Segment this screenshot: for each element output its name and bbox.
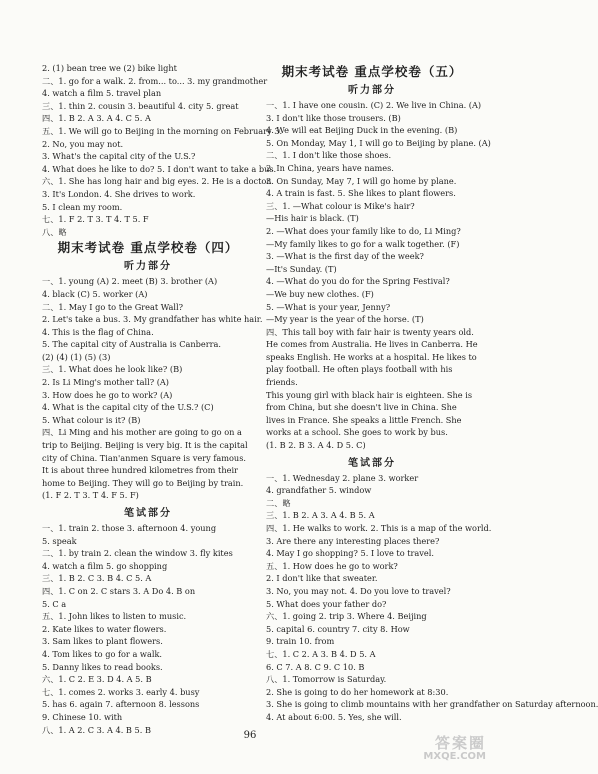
listening-answers-five bbox=[266, 99, 491, 326]
passage-five-b: This young girl with black hair is eighteen. She is from China, but she doesn't live in China. She lives in France. She speaks a little French. She works at a school. She goes to work by bus. bbox=[266, 389, 473, 438]
written-answers-four bbox=[42, 522, 254, 736]
answer-line: 五、1. We will go to Beijing in the morning on February 3. bbox=[42, 125, 283, 136]
answer-line: 3. Sam likes to plant flowers. bbox=[42, 636, 163, 647]
answer-line: 三、1. B 2. C 3. B 4. C 5. A bbox=[42, 573, 152, 584]
answer-line: —My family likes to go for a walk together. (F) bbox=[266, 238, 460, 249]
watermark-url: MXQE.COM bbox=[423, 751, 486, 762]
answer-line: 3. What's the capital city of the U.S.? bbox=[42, 151, 196, 162]
exam-title-five: 期末考试卷 重点学校卷（五） bbox=[281, 64, 463, 79]
answer-line: 4. watch a film 5. travel plan bbox=[42, 88, 162, 99]
answer-line: 4. watch a film 5. go shopping bbox=[42, 560, 168, 571]
answer-line: 八、1. Tomorrow is Saturday. bbox=[266, 674, 387, 685]
answer-line: 4. We will eat Beijing Duck in the evening. (B) bbox=[266, 125, 458, 136]
listening-title-four: 听力部分 bbox=[124, 261, 172, 273]
answer-line: 二、1. go for a walk. 2. from... to... 3. my grandmother bbox=[42, 75, 268, 86]
page-number: 96 bbox=[243, 730, 257, 741]
answer-line: —My year is the year of the horse. (T) bbox=[266, 314, 424, 325]
written-title-five: 笔试部分 bbox=[348, 457, 396, 469]
answer-line: 3. She is going to climb mountains with her grandfather on Saturday afternoon. bbox=[266, 699, 598, 710]
answer-line: 六、1. C 2. E 3. D 4. A 5. B bbox=[42, 674, 152, 685]
answer-line: 4. At about 6:00. 5. Yes, she will. bbox=[266, 711, 402, 722]
passage-four-answers: (1. F 2. T 3. T 4. F 5. F) bbox=[42, 490, 139, 501]
answer-line: 七、1. F 2. T 3. T 4. T 5. F bbox=[42, 214, 149, 225]
answer-line: 四、1. He walks to work. 2. This is a map of the world. bbox=[266, 523, 492, 533]
answer-line: 3. No, you may not. 4. Do you love to travel? bbox=[266, 585, 451, 596]
answer-line: 2. —What does your family like to do, Li Ming? bbox=[266, 225, 461, 236]
answer-line: 2. Is Li Ming's mother tall? (A) bbox=[42, 377, 170, 388]
exam-title-four: 期末考试卷 重点学校卷（四） bbox=[57, 240, 239, 256]
answer-line: 2. I don't like that sweater. bbox=[266, 573, 378, 584]
answer-line: 5. capital 6. country 7. city 8. How bbox=[266, 623, 410, 634]
answer-line: 二、1. May I go to the Great Wall? bbox=[42, 301, 184, 312]
answer-line: 4. Tom likes to go for a walk. bbox=[42, 648, 163, 659]
answer-line: 5. The capital city of Australia is Canberra. bbox=[42, 339, 222, 350]
answer-line: 4. What does he like to do? 5. I don't want to take a bus. bbox=[42, 163, 277, 174]
written-title-four: 笔试部分 bbox=[124, 508, 172, 519]
answer-line: 2. Kate likes to water flowers. bbox=[42, 623, 167, 634]
answer-line: 3. It's London. 4. She drives to work. bbox=[42, 188, 196, 199]
right-column bbox=[266, 62, 598, 724]
passage-five-a: 四、This tall boy with fair hair is twenty years old. He comes from Australia. He lives in Canberra. He speaks English. He works at a hospital. He likes to play football. He often plays football with his friends. bbox=[266, 326, 478, 388]
answer-line: (2) (4) (1) (5) (3) bbox=[42, 351, 111, 362]
answer-line: —His hair is black. (T) bbox=[266, 213, 359, 224]
answer-line: —We buy new clothes. (F) bbox=[266, 288, 374, 299]
answer-line: 5. On Monday, May 1, I will go to Beijing by plane. (A) bbox=[266, 137, 491, 148]
answer-line: 4. What is the capital city of the U.S.? (C) bbox=[42, 402, 214, 413]
answer-line: 3. Are there any interesting places there? bbox=[266, 535, 440, 546]
answer-line: 三、1. B 2. A 3. A 4. B 5. A bbox=[266, 510, 375, 521]
answer-line: 6. C 7. A 8. C 9. C 10. B bbox=[266, 661, 365, 672]
answer-line: 3. I don't like those trousers. (B) bbox=[266, 112, 401, 123]
answer-line: 2. Let's take a bus. 3. My grandfather has white hair. bbox=[42, 314, 263, 325]
passage-four: 四、Li Ming and his mother are going to go on a trip to Beijing. Beijing is very big. It is the capital city of China. Tian'anmen Square is very famous. It is about three hundred kilometres from their home to Beijing. They will go to Beijing by train. bbox=[42, 427, 248, 488]
answer-line: 四、1. C on 2. C stars 3. A Do 4. B on bbox=[42, 585, 196, 596]
answer-line: 四、1. B 2. A 3. A 4. C 5. A bbox=[42, 113, 151, 124]
answer-line: 五、1. How does he go to work? bbox=[266, 560, 398, 571]
listening-answers-four bbox=[42, 275, 263, 426]
watermark-logo bbox=[423, 736, 486, 764]
listening-title-five: 听力部分 bbox=[348, 85, 396, 96]
answer-line: 4. May I go shopping? 5. I love to travel. bbox=[266, 548, 434, 559]
answer-line: 一、1. train 2. those 3. afternoon 4. young bbox=[42, 523, 217, 533]
answer-line: 5. speak bbox=[42, 535, 77, 546]
answer-line: 3. How does he go to work? (A) bbox=[42, 389, 173, 400]
answer-line: 二、1. by train 2. clean the window 3. fly kites bbox=[42, 548, 233, 559]
answer-line: 2. She is going to do her homework at 8:30. bbox=[266, 686, 449, 697]
answer-line: 一、1. young (A) 2. meet (B) 3. brother (A) bbox=[42, 276, 218, 287]
answer-line: 三、1. thin 2. cousin 3. beautiful 4. city 5. great bbox=[42, 100, 239, 111]
answer-line: 4. grandfather 5. window bbox=[266, 485, 372, 496]
passage-five-answers: (1. B 2. B 3. A 4. D 5. C) bbox=[266, 440, 366, 451]
answer-line: 一、1. Wednesday 2. plane 3. worker bbox=[266, 472, 419, 483]
answer-line: 9. Chinese 10. with bbox=[42, 711, 123, 722]
answer-line: 4. —What do you do for the Spring Festival? bbox=[266, 276, 450, 287]
answer-line: 七、1. comes 2. works 3. early 4. busy bbox=[42, 686, 200, 697]
answer-line: 2. (1) bean tree we (2) bike light bbox=[42, 63, 177, 73]
answer-line: 5. C a bbox=[42, 598, 67, 609]
answer-line: 五、1. John likes to listen to music. bbox=[42, 611, 187, 622]
answer-line: 八、略 bbox=[42, 226, 67, 237]
answer-line: 2. In China, years have names. bbox=[266, 162, 394, 173]
answer-line: 二、略 bbox=[266, 497, 291, 508]
answer-line: 一、1. I have one cousin. (C) 2. We live in China. (A) bbox=[266, 100, 482, 110]
answer-line: 二、1. I don't like those shoes. bbox=[266, 150, 392, 161]
answer-line: 5. What colour is it? (B) bbox=[42, 414, 141, 425]
answer-line: 4. black (C) 5. worker (A) bbox=[42, 288, 148, 299]
watermark-text: 答案圈 bbox=[434, 734, 486, 752]
answer-line: 七、1. C 2. A 3. B 4. D 5. A bbox=[266, 648, 376, 659]
answer-line: 5. What does your father do? bbox=[266, 598, 387, 609]
answer-line: 9. train 10. from bbox=[266, 636, 335, 647]
answer-line: 2. No, you may not. bbox=[42, 138, 124, 149]
answer-line: 三、1. What does he look like? (B) bbox=[42, 364, 183, 375]
written-answers-five bbox=[266, 472, 598, 724]
answer-line: 5. has 6. again 7. afternoon 8. lessons bbox=[42, 699, 200, 710]
answer-line: 3. —What is the first day of the week? bbox=[266, 251, 424, 262]
answer-line: 5. —What is your year, Jenny? bbox=[266, 301, 391, 312]
answer-line: 六、1. going 2. trip 3. Where 4. Beijing bbox=[266, 611, 427, 622]
answer-line: 六、1. She has long hair and big eyes. 2. He is a doctor. bbox=[42, 176, 272, 187]
answer-line: 4. This is the flag of China. bbox=[42, 326, 154, 337]
answer-line: 5. Danny likes to read books. bbox=[42, 661, 163, 672]
answer-line: 4. A train is fast. 5. She likes to plant flowers. bbox=[266, 188, 456, 199]
answer-line: 八、1. A 2. C 3. A 4. B 5. B bbox=[42, 724, 151, 735]
answer-line: 3. On Sunday, May 7, I will go home by plane. bbox=[266, 175, 457, 186]
left-top-answers bbox=[42, 62, 283, 238]
answer-line: 5. I clean my room. bbox=[42, 201, 123, 212]
answer-line: 三、1. —What colour is Mike's hair? bbox=[266, 200, 415, 211]
answer-line: —It's Sunday. (T) bbox=[266, 263, 337, 274]
